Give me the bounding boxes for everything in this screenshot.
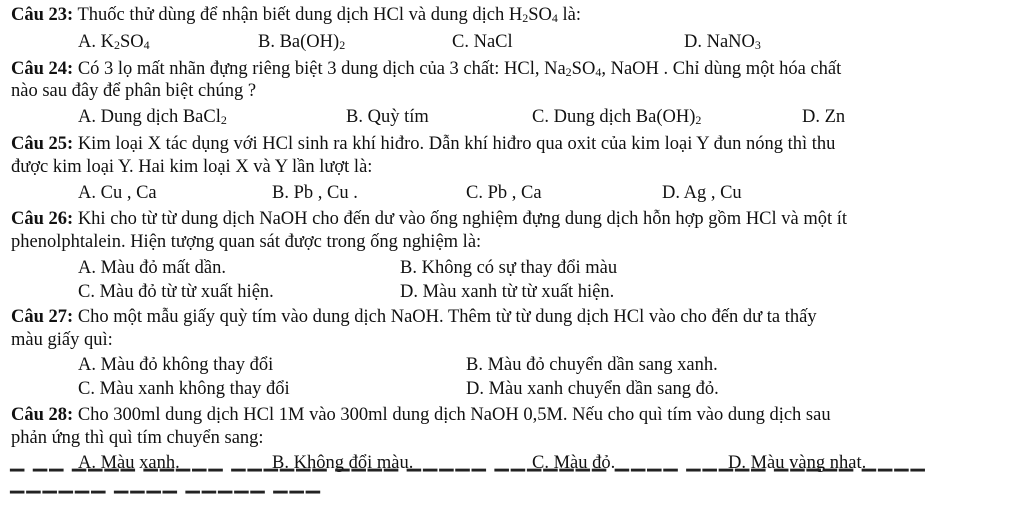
q26-option-a: A. Màu đỏ mất dần. [78, 258, 226, 278]
q26-option-d: D. Màu xanh từ từ xuất hiện. [400, 282, 615, 302]
cropped-next-line: ▔ ▔▔ ▔▔▔▔ ▔▔▔▔▔ ▔▔▔▔▔▔ ▔▔▔▔ ▔▔▔▔▔ ▔▔▔▔▔▔▔ ▔▔▔▔ ▔▔▔▔▔ ▔▔▔▔▔ ▔▔▔▔ ▔▔▔▔▔▔ ▔▔▔▔ ▔▔▔▔▔ ▔▔▔ [10, 471, 927, 513]
q26-option-b: B. Không có sự thay đổi màu [400, 258, 618, 278]
q24-stem: Câu 24: Có 3 lọ mất nhãn đựng riêng biệt 3 dung dịch của 3 chất: HCl, $Na_2SO_4$, NaOH . Chỉ dùng một hóa chất [11, 59, 842, 79]
q28-stem: Câu 28: Cho 300ml dung dịch HCl 1M vào 300ml dung dịch NaOH 0,5M. Nếu cho quì tím vào dung dịch sau [11, 405, 831, 425]
q24-option-b: B. Quỳ tím [346, 107, 429, 127]
q26-stem: Câu 26: Khi cho từ từ dung dịch NaOH cho đến dư vào ống nghiệm đựng dung dịch hỗn hợp gồm HCl và một ít [11, 209, 848, 229]
q28-stem-line2: phản ứng thì quì tím chuyển sang: [11, 428, 264, 448]
q27-option-a: A. Màu đỏ không thay đổi [78, 355, 274, 375]
q26-stem-line2: phenolphtalein. Hiện tượng quan sát được trong ống nghiệm là: [11, 232, 482, 252]
q28-option-d: D. Màu vàng nhạt. [728, 453, 867, 473]
q23-stem: Câu 23: Thuốc thử dùng để nhận biết dung dịch HCl và dung dịch $H_2SO_4$ là: [11, 5, 581, 25]
q28-option-a: A. Màu xanh. [78, 453, 180, 473]
q27-stem: Câu 27: Cho một mẫu giấy quỳ tím vào dung dịch NaOH. Thêm từ từ dung dịch HCl vào cho đến dư ta thấy [11, 307, 817, 327]
q25-option-c: C. Pb , Ca [466, 183, 542, 203]
q24-option-a: A. Dung dịch BaCl$_2$ [78, 107, 227, 127]
q23-option-b: B. $Ba(OH)_2$ [258, 32, 346, 52]
q28-option-b: B. Không đổi màu. [272, 453, 414, 473]
q27-option-b: B. Màu đỏ chuyển dần sang xanh. [466, 355, 718, 375]
q26-label: Câu 26: [11, 209, 74, 229]
q28-option-c: C. Màu đỏ. [532, 453, 616, 473]
q27-label: Câu 27: [11, 307, 74, 327]
q24-option-d: D. Zn [802, 107, 846, 127]
q25-option-a: A. Cu , Ca [78, 183, 157, 203]
q25-stem: Câu 25: Kim loại X tác dụng với HCl sinh ra khí hiđro. Dẫn khí hiđro qua oxit của kim loại Y đun nóng thì thu [11, 134, 836, 154]
q25-option-d: D. Ag , Cu [662, 183, 742, 203]
q23-option-a: A. $K_2SO_4$ [78, 32, 150, 52]
q23-option-d: D. NaNO$_3$ [684, 32, 761, 52]
q23-option-c: C. NaCl [452, 32, 513, 52]
q25-stem-line2: được kim loại Y. Hai kim loại X và Y lần lượt là: [11, 157, 373, 177]
q27-option-c: C. Màu xanh không thay đổi [78, 379, 290, 399]
q24-option-c: C. Dung dịch $Ba(OH)_2$ [532, 107, 702, 127]
q25-label: Câu 25: [11, 134, 74, 154]
q25-option-b: B. Pb , Cu . [272, 183, 358, 203]
q24-stem-line2: nào sau đây để phân biệt chúng ? [11, 81, 257, 101]
q23-label: Câu 23: [11, 5, 74, 25]
q24-label: Câu 24: [11, 59, 74, 79]
q27-option-d: D. Màu xanh chuyển dần sang đỏ. [466, 379, 719, 399]
q27-stem-line2: màu giấy quì: [11, 330, 113, 350]
q28-label: Câu 28: [11, 405, 74, 425]
q26-option-c: C. Màu đỏ từ từ xuất hiện. [78, 282, 274, 302]
